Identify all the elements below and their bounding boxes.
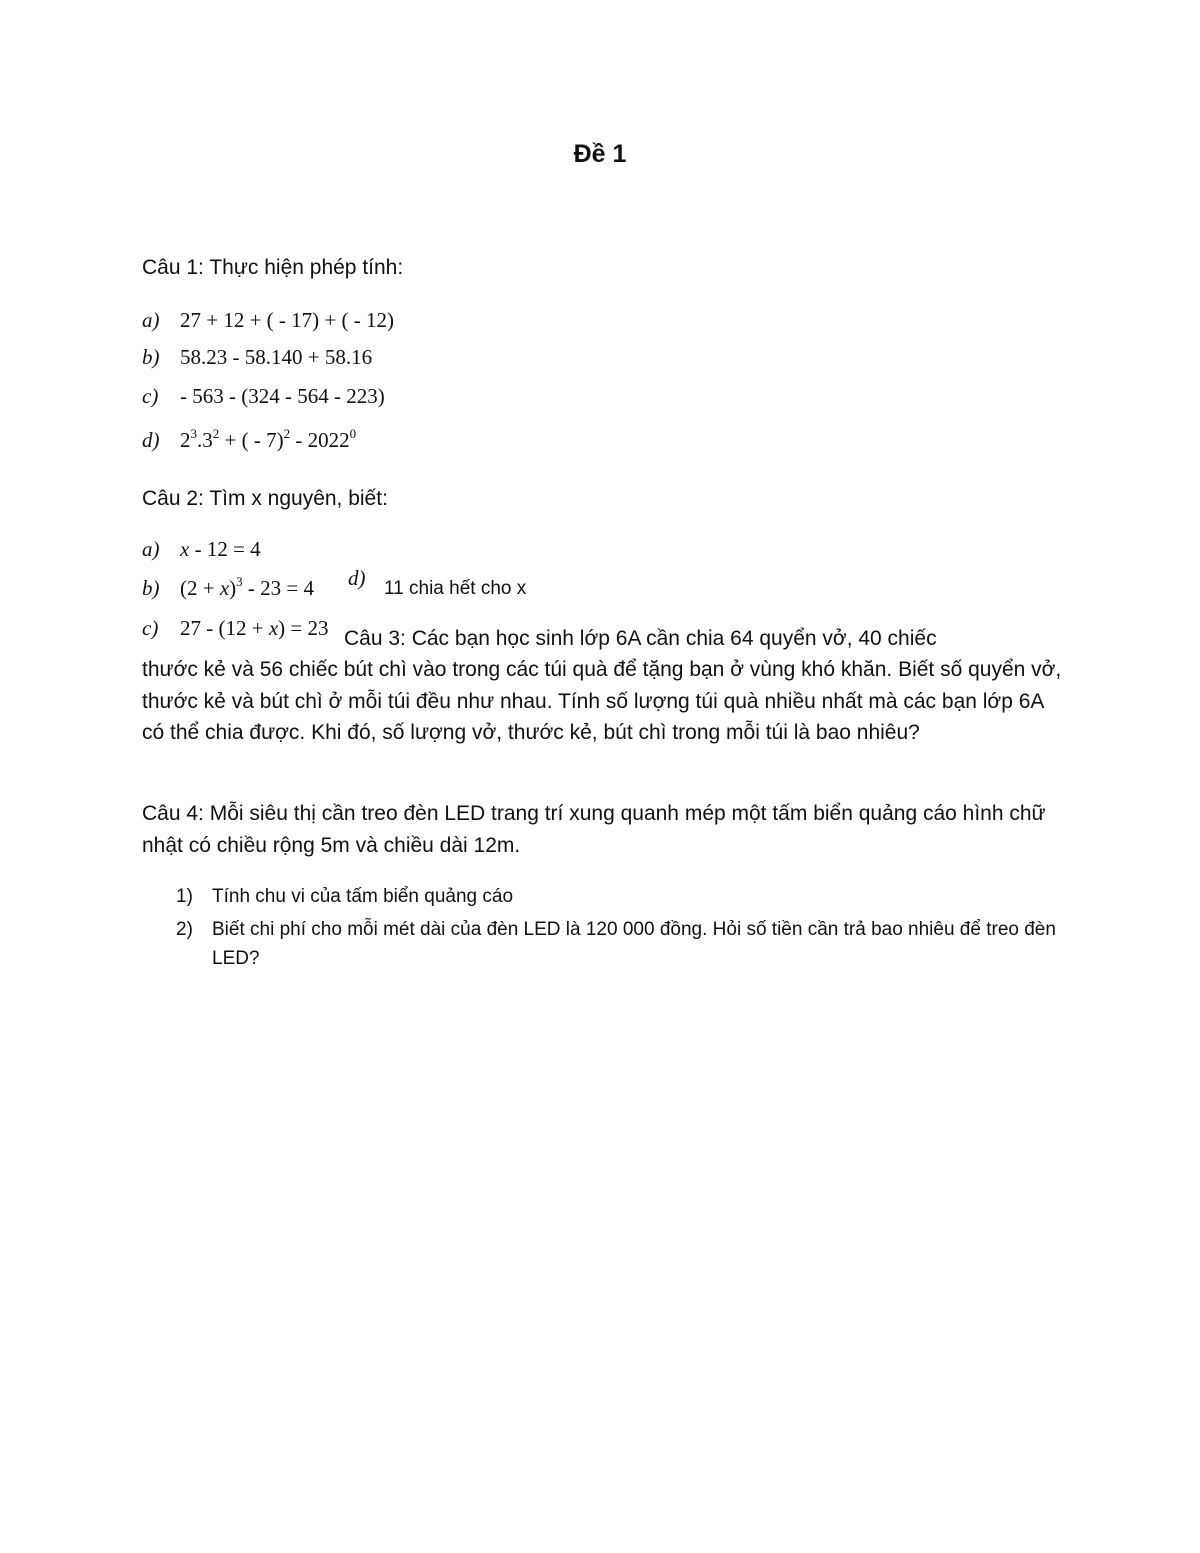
q2-a-rest: - 12 = 4 [189, 537, 261, 561]
q1-d-base-2: .3 [197, 428, 213, 452]
q2-b-var: x [219, 576, 230, 600]
q2-a-var: x [180, 537, 190, 561]
q1-d-exp-4: 0 [349, 426, 357, 441]
question-3-text: thước kẻ và 56 chiếc bút chì vào trong các túi quà để tặng bạn ở vùng khó khăn. Biết số quyển vở, thước kẻ và bút chì ở mỗi túi đều như nhau. Tính số lượng túi quà nhiều nhất mà các bạn lớp 6A có thể chia được. Khi đó, số lượng vở, thước kẻ, bút chì trong mỗi túi là bao nhiêu? [142, 658, 1062, 744]
q2-c-var: x [268, 616, 279, 640]
q2-item-a-expr [180, 537, 261, 562]
list-item-text: Tính chu vi của tấm biển quảng cáo [212, 886, 514, 907]
q2-b-pre: (2 + [180, 576, 220, 600]
q1-d-exp-2: 2 [212, 426, 220, 441]
list-item-number: 2) [176, 919, 193, 940]
q2-item-c [142, 616, 329, 641]
q1-item-d-label: d) [142, 428, 160, 452]
list-item [142, 915, 1062, 973]
q1-d-base-3: + ( - 7) [219, 428, 284, 452]
q1-item-c-label: c) [142, 384, 159, 408]
question-1-heading: Câu 1: Thực hiện phép tính: [142, 256, 404, 279]
q2-b-exp: 3 [236, 574, 243, 589]
q1-d-exp-1: 3 [190, 426, 197, 441]
question-3-lead: Câu 3: Các bạn học sinh lớp 6A cần chia 64 quyển vở, 40 chiếc [344, 627, 937, 650]
question-4-text: Câu 4: Mỗi siêu thị cần treo đèn LED trang trí xung quanh mép một tấm biển quảng cáo hình chữ nhật có chiều rộng 5m và chiều dài 12m. [142, 802, 1046, 857]
list-item-number: 1) [176, 886, 193, 907]
q2-c-post: ) = 23 [278, 616, 329, 640]
q1-d-base-4: - 2022 [290, 428, 350, 452]
q2-b-rest: - 23 = 4 [242, 576, 315, 600]
list-item [142, 882, 1062, 911]
q2-item-c-expr [180, 616, 329, 641]
question-4-list [142, 882, 1062, 973]
q2-item-a-label: a) [142, 537, 160, 561]
question-2-heading: Câu 2: Tìm x nguyên, biết: [142, 487, 388, 510]
list-item-text: Biết chi phí cho mỗi mét dài của đèn LED là 120 000 đồng. Hỏi số tiền cần trả bao nhiêu để treo đèn LED? [212, 919, 1056, 969]
q2-b-post: ) [229, 576, 237, 600]
q2-c-pre: 27 - (12 + [180, 616, 269, 640]
q1-item-b-label: b) [142, 345, 160, 369]
q2-item-d-text: 11 chia hết cho x [384, 578, 527, 599]
q1-item-b [142, 345, 372, 370]
q2-item-d-label: d) [348, 566, 366, 590]
q1-d-exp-3: 2 [283, 426, 291, 441]
q2-item-c-label: c) [142, 616, 159, 640]
q1-d-base-1: 2 [180, 428, 191, 452]
q1-item-c-expr: - 563 - (324 - 564 - 223) [180, 384, 385, 408]
q1-item-c [142, 384, 385, 409]
q2-item-b-expr [180, 576, 314, 601]
q2-item-b-label: b) [142, 576, 160, 600]
q1-item-b-expr: 58.23 - 58.140 + 58.16 [180, 345, 373, 369]
q1-item-a-label: a) [142, 308, 160, 332]
q2-item-a [142, 537, 261, 562]
q1-item-a-expr: 27 + 12 + ( - 17) + ( - 12) [180, 308, 394, 332]
q1-item-a [142, 308, 394, 333]
q1-item-d [142, 428, 356, 453]
q2-item-b [142, 576, 314, 601]
q1-item-d-expr [180, 428, 356, 453]
page-title: Đề 1 [573, 140, 627, 168]
